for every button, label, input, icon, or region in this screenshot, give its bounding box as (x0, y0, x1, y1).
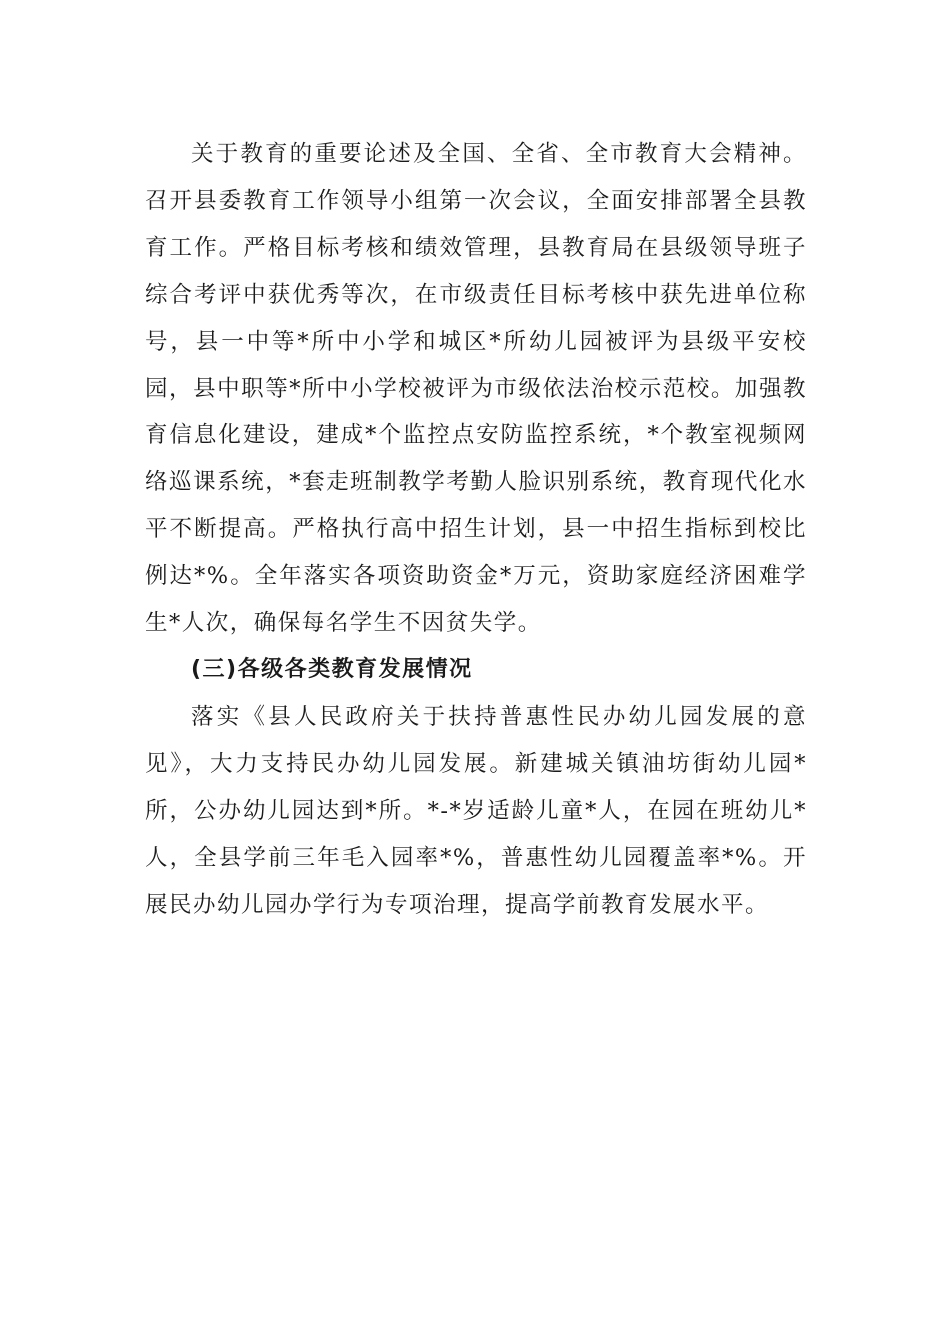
paragraph-continuation: 关于教育的重要论述及全国、全省、全市教育大会精神。召开县委教育工作领导小组第一次会议，全面安排部署全县教育工作。严格目标考核和绩效管理，县教育局在县级领导班子综合考评中获优秀等次，在市级责任目标考核中获先进单位称号，县一中等*所中小学和城区*所幼儿园被评为县级平安校园，县中职等*所中小学校被评为市级依法治校示范校。加强教育信息化建设，建成*个监控点安防监控系统，*个教室视频网络巡课系统，*套走班制教学考勤人脸识别系统，教育现代化水平不断提高。严格执行高中招生计划，县一中招生指标到校比例达*%。全年落实各项资助资金*万元，资助家庭经济困难学生*人次，确保每名学生不因贫失学。 (145, 141, 807, 637)
section-heading: (三)各级各类教育发展情况 (191, 656, 473, 682)
document-body (145, 131, 807, 928)
paragraph-preschool: 落实《县人民政府关于扶持普惠性民办幼儿园发展的意见》，大力支持民办幼儿园发展。新建城关镇油坊街幼儿园*所，公办幼儿园达到*所。*-*岁适龄儿童*人，在园在班幼儿*人，全县学前三年毛入园率*%，普惠性幼儿园覆盖率*%。开展民办幼儿园办学行为专项治理，提高学前教育发展水平。 (145, 703, 807, 918)
